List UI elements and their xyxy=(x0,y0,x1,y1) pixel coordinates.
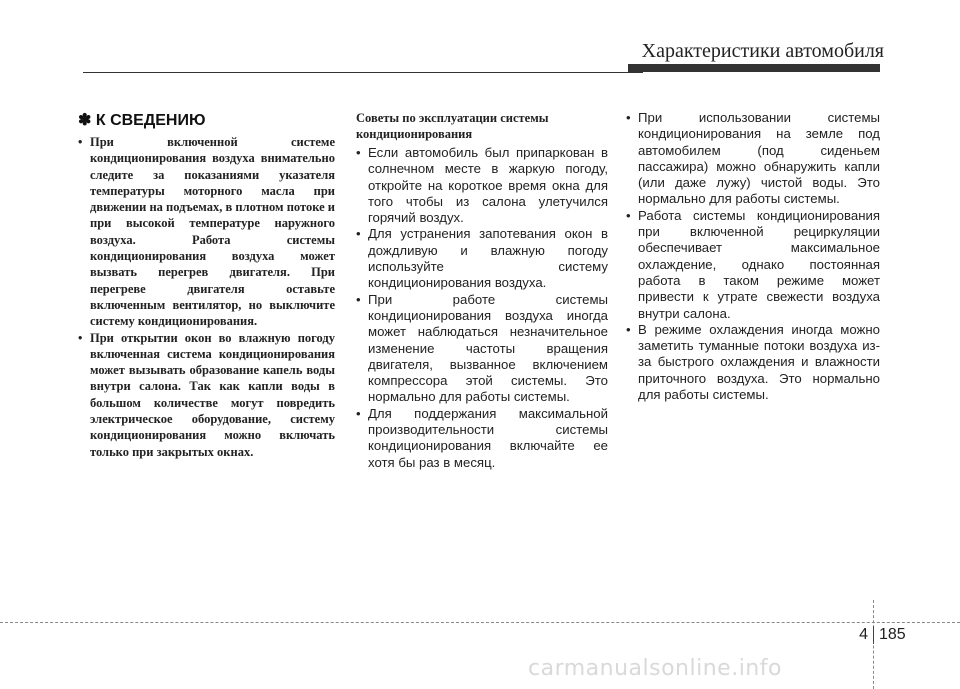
watermark: carmanualsonline.info xyxy=(528,656,782,681)
list-item: • Для устранения запотевания окон в дождливую и влажную погоду используйте систему кондиционирования воздуха. xyxy=(356,226,608,291)
tips-heading: Советы по эксплуатации системы кондиционирования xyxy=(356,111,549,141)
right-column xyxy=(626,110,880,403)
section-title: ✽ К СВЕДЕНИЮ xyxy=(78,112,206,129)
list-item: • Для поддержания максимальной производительности системы кондиционирования включайте ее хотя бы раз в месяц. xyxy=(356,405,608,470)
right-bullet-list xyxy=(626,110,880,403)
page-number-divider xyxy=(873,626,874,644)
middle-column xyxy=(356,110,608,471)
page-number xyxy=(848,626,906,644)
list-item: • При работе системы кондиционирования воздуха иногда может наблюдаться незначительное изменение частоты вращения двигателя, вызванное включением компрессора этой системы. Это нормально для работы системы. xyxy=(356,291,608,405)
header-rule-thin xyxy=(83,72,643,73)
footer-rule xyxy=(0,622,960,623)
list-item: • При открытии окон во влажную погоду включенная система кондиционирования может вызывать образование капель воды внутри салона. Так как капли воды в большом количестве могут повредить электрическое оборудование, систему кондиционирования можно включать только при закрытых окнах. xyxy=(78,330,335,459)
header-rule-thick xyxy=(628,64,880,72)
left-column xyxy=(78,110,335,460)
list-item: • При включенной системе кондиционирования воздуха внимательно следите за показаниями указателя температуры моторного масла при движении на подъемах, в плотном потоке и при высокой температуре наружного воздуха. Работа системы кондиционирования воздуха может вызвать перегрев двигателя. При перегреве двигателя оставьте включенным вентилятор, но выключите систему кондиционирования. xyxy=(78,135,335,329)
header-title: Характеристики автомобиля xyxy=(641,40,884,62)
page-number-value: 185 xyxy=(879,626,906,643)
footer-vertical-rule xyxy=(873,600,874,689)
list-item: • При использовании системы кондиционирования на земле под автомобилем (под сиденьем пассажира) можно обнаружить капли (или даже лужу) чистой воды. Это нормально для работы системы. xyxy=(626,110,880,207)
list-item: • Если автомобиль был припаркован в солнечном месте в жаркую погоду, откройте на короткое время окна для того чтобы из салона улетучился горячий воздух. xyxy=(356,145,608,226)
list-item: • В режиме охлаждения иногда можно заметить туманные потоки воздуха из-за быстрого охлаждения и влажности приточного воздуха. Это нормально для работы системы. xyxy=(626,321,880,403)
left-bullet-list xyxy=(78,134,335,460)
chapter-number: 4 xyxy=(859,626,868,643)
middle-bullet-list xyxy=(356,145,608,471)
list-item: • Работа системы кондиционирования при включенной рециркуляции обеспечивает максимальное охлаждение, однако постоянная работа в таком режиме может привести к утрате свежести воздуха внутри салона. xyxy=(626,207,880,321)
